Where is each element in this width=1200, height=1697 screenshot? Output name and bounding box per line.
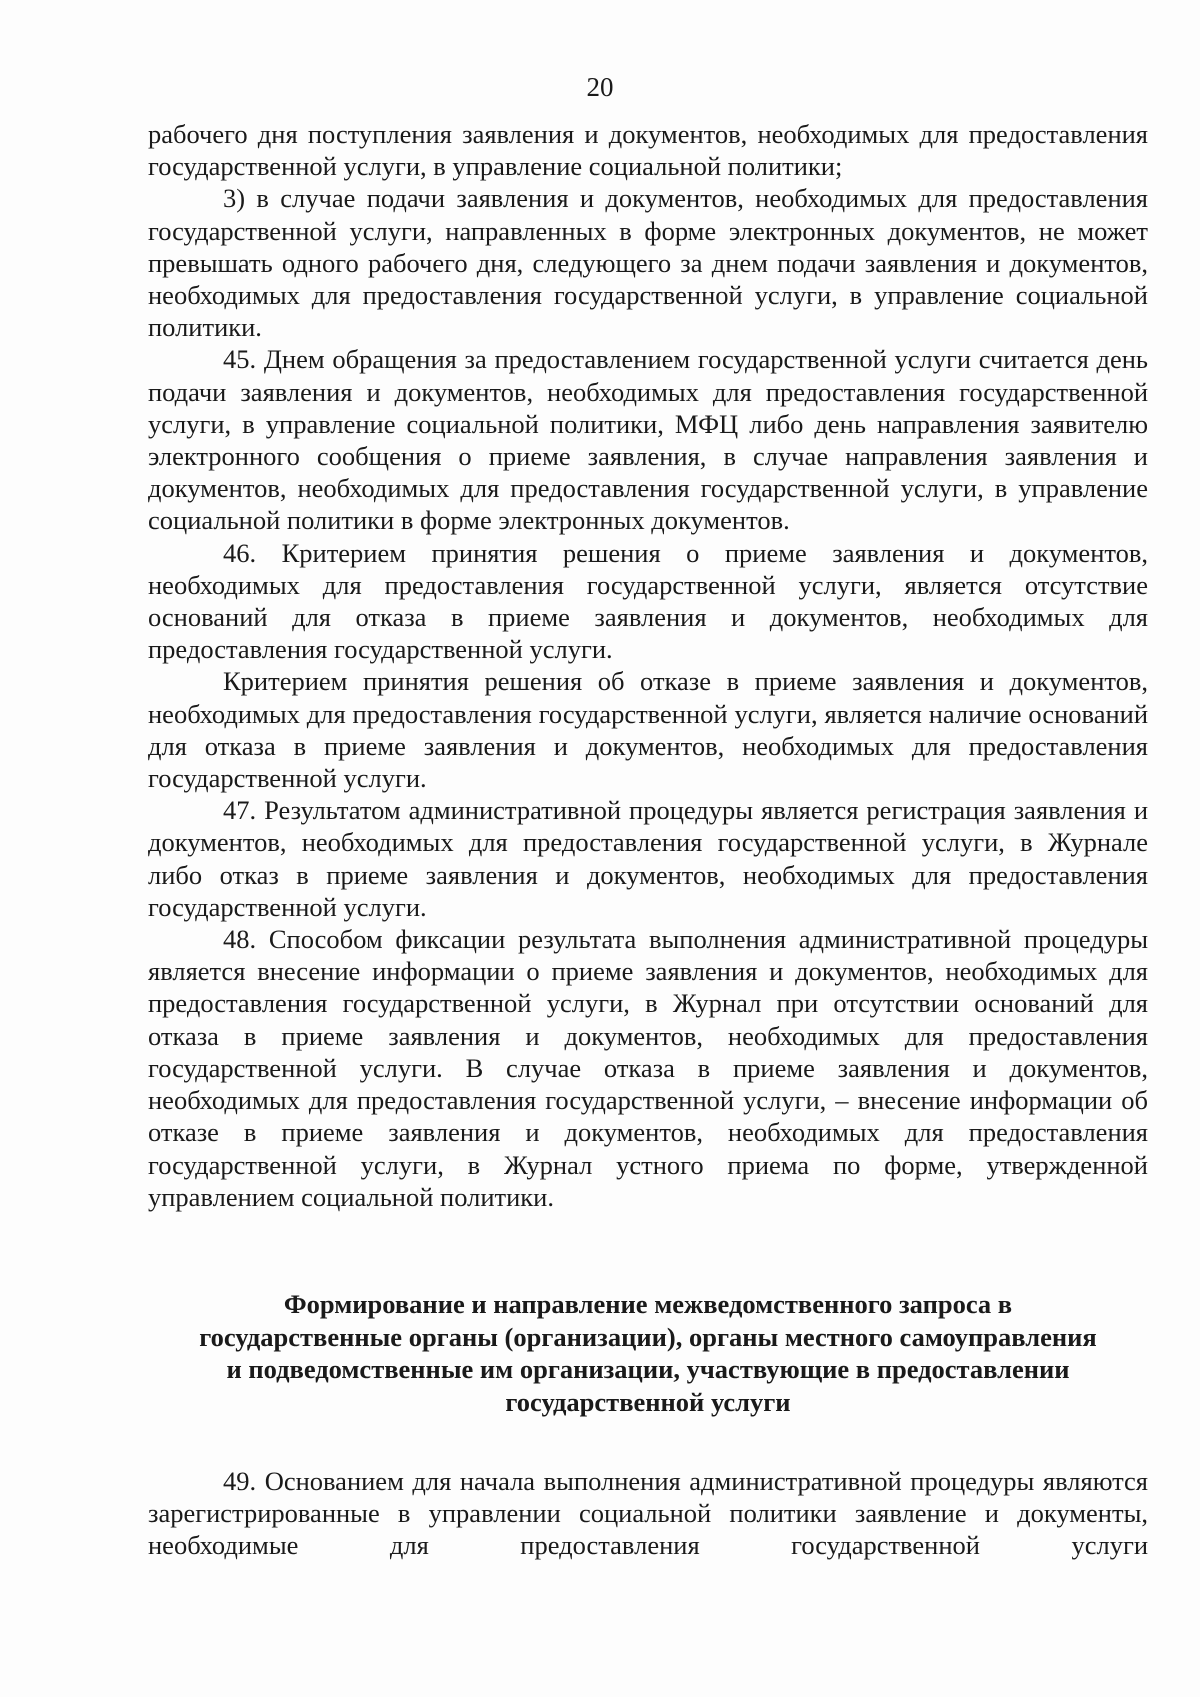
document-body [148,118,1148,1213]
paragraph-49: 49. Основанием для начала выполнения административной процедуры являются зарегистрированные в управлении социальной политики заявление и документы, необходимые для предоставления государственной услуги [148,1466,1148,1561]
document-body-after-heading [148,1465,1148,1562]
paragraph-continuation: рабочего дня поступления заявления и документов, необходимых для предоставления государственной услуги, в управление социальной политики; [148,119,1148,182]
section-heading-line: государственной услуги [505,1386,791,1417]
paragraph-item-3: 3) в случае подачи заявления и документов, необходимых для предоставления государственной услуги, направленных в форме электронных документов, не может превышать одного рабочего дня, следующего за днем подачи заявления и документов, необходимых для предоставления государственной услуги, в управление социальной политики. [148,183,1148,343]
paragraph-48: 48. Способом фиксации результата выполнения административной процедуры является внесение информации о приеме заявления и документов, необходимых для предоставления государственной услуги, в Журнал при отсутствии оснований для отказа в приеме заявления и документов, необходимых для предоставления государственной услуги. В случае отказа в приеме заявления и документов, необходимых для предоставления государственной услуги, – внесение информации об отказе в приеме заявления и документов, необходимых для предоставления государственной услуги, в Журнал устного приема по форме, утвержденной управлением социальной политики. [148,924,1148,1212]
section-heading [148,1288,1148,1418]
section-heading-line: Формирование и направление межведомственного запроса в [283,1289,1013,1319]
paragraph-46: 46. Критерием принятия решения о приеме заявления и документов, необходимых для предоставления государственной услуги, является отсутствие оснований для отказа в приеме заявления и документов, необходимых для предоставления государственной услуги. [148,537,1148,665]
paragraph-45: 45. Днем обращения за предоставлением государственной услуги считается день подачи заявления и документов, необходимых для предоставления государственной услуги, в управление социальной политики, МФЦ либо день направления заявителю электронного сообщения о приеме заявления, в случае направления заявления и документов, необходимых для предоставления государственной услуги, в управление социальной политики в форме электронных документов. [148,344,1148,536]
paragraph-47: 47. Результатом административной процедуры является регистрация заявления и документов, необходимых для предоставления государственной услуги, в Журнале либо отказ в приеме заявления и документов, необходимых для предоставления государственной услуги. [148,795,1148,922]
page-number: 20 [586,72,614,102]
section-heading-line: и подведомственные им организации, участвующие в предоставлении [226,1354,1070,1384]
paragraph-46-rejection-criterion: Критерием принятия решения об отказе в приеме заявления и документов, необходимых для предоставления государственной услуги, является наличие оснований для отказа в приеме заявления и документов, необходимых для предоставления государственной услуги. [148,666,1148,794]
section-heading-line: государственные органы (организации), органы местного самоуправления [199,1321,1097,1352]
